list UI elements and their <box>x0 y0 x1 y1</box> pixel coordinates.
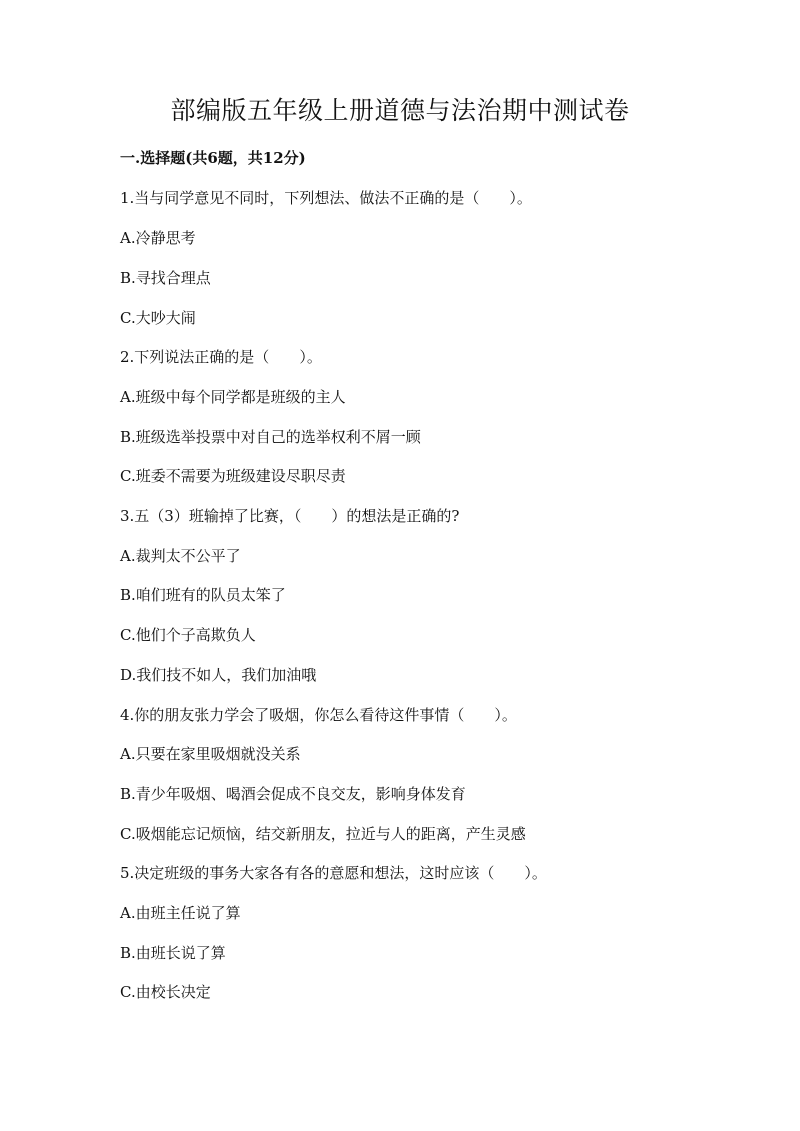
question-3-option-d: D.我们技不如人，我们加油哦 <box>120 666 317 684</box>
question-4-stem: 4.你的朋友张力学会了吸烟，你怎么看待这件事情（ ）。 <box>120 706 517 724</box>
question-4-option-b: B.青少年吸烟、喝酒会促成不良交友，影响身体发育 <box>120 785 466 803</box>
question-3-option-b: B.咱们班有的队员太笨了 <box>120 586 286 604</box>
question-3-option-c: C.他们个子高欺负人 <box>120 626 256 644</box>
question-2-option-b: B.班级选举投票中对自己的选举权利不屑一顾 <box>120 428 421 446</box>
question-1-option-b: B.寻找合理点 <box>120 269 211 287</box>
question-1-option-c: C.大吵大闹 <box>120 309 196 327</box>
page-title: 部编版五年级上册道德与法治期中测试卷 <box>170 96 630 125</box>
section-heading: 一.选择题(共6题，共12分) <box>120 149 306 167</box>
question-1-stem: 1.当与同学意见不同时，下列想法、做法不正确的是（ ）。 <box>120 189 532 207</box>
question-3-option-a: A.裁判太不公平了 <box>120 547 241 565</box>
question-4-option-a: A.只要在家里吸烟就没关系 <box>120 745 301 763</box>
question-5-option-b: B.由班长说了算 <box>120 944 226 962</box>
question-5-option-a: A.由班主任说了算 <box>120 904 241 922</box>
question-4-option-c: C.吸烟能忘记烦恼，结交新朋友，拉近与人的距离，产生灵感 <box>120 825 526 843</box>
question-2-option-c: C.班委不需要为班级建设尽职尽责 <box>120 467 346 485</box>
question-5-option-c: C.由校长决定 <box>120 983 211 1001</box>
question-2-stem: 2.下列说法正确的是（ ）。 <box>120 348 322 366</box>
question-5-stem: 5.决定班级的事务大家各有各的意愿和想法，这时应该（ ）。 <box>120 864 547 882</box>
question-3-stem: 3.五（3）班输掉了比赛，（ ）的想法是正确的? <box>120 507 460 525</box>
question-1-option-a: A.冷静思考 <box>120 229 196 247</box>
question-2-option-a: A.班级中每个同学都是班级的主人 <box>120 388 346 406</box>
